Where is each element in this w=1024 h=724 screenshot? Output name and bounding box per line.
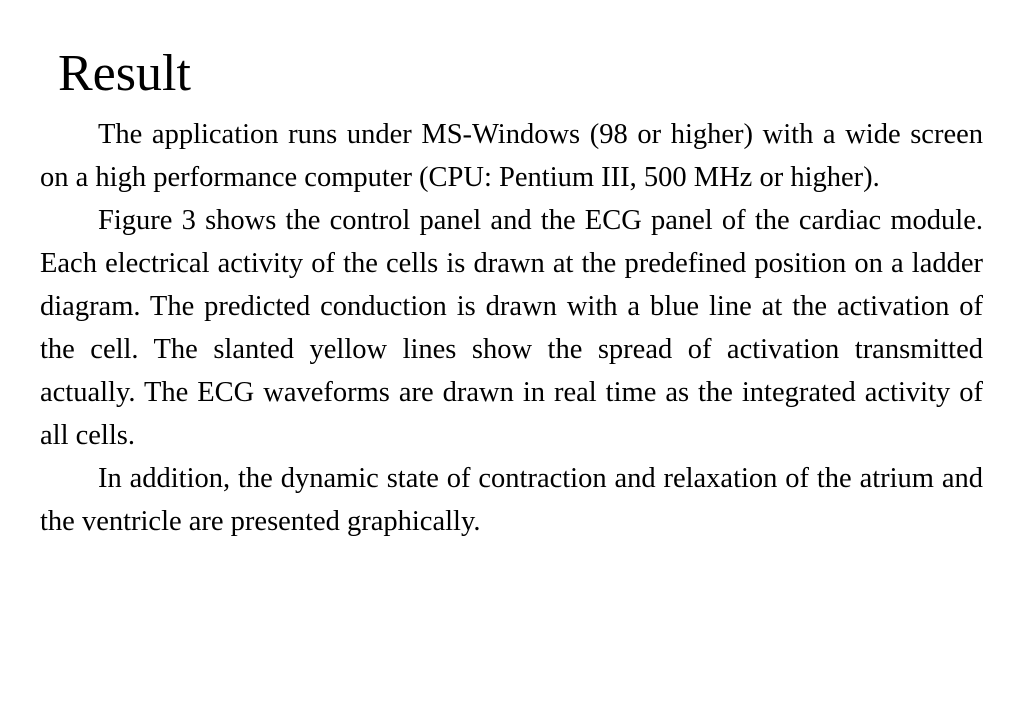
slide-title: Result <box>58 45 191 102</box>
slide-body <box>40 113 983 543</box>
paragraph-figure-description: Figure 3 shows the control panel and the ECG panel of the cardiac module. Each electrical activity of the cells is drawn at the predefined position on a ladder diagram. The predicted conduction is drawn with a blue line at the activation of the cell. The slanted yellow lines show the spread of activation transmitted actually. The ECG waveforms are drawn in real time as the integrated activity of all cells. <box>40 205 983 451</box>
paragraph-system-requirements: The application runs under MS-Windows (98 or higher) with a wide screen on a high performance computer (CPU: Pentium III, 500 MHz or higher). <box>40 119 983 193</box>
paragraph-contraction-relaxation: In addition, the dynamic state of contraction and relaxation of the atrium and the ventricle are presented graphically. <box>40 463 983 537</box>
